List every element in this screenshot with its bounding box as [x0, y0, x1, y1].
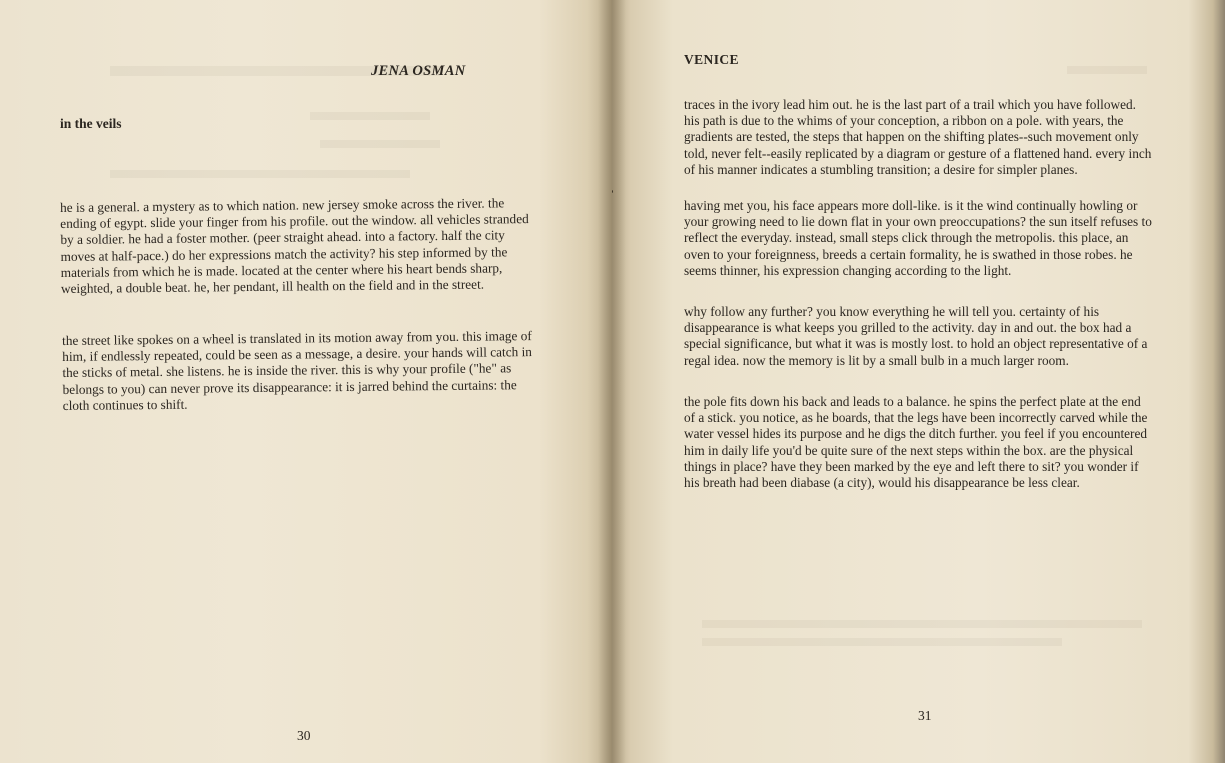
show-through-decoration: [110, 170, 410, 178]
page-number-right: 31: [918, 708, 932, 723]
right-paragraph-1: traces in the ivory lead him out. he is the last part of a trail which you have followed. his path is due to the whims of your conception, a ribbon on a pole. with years, the gradients are tested, the steps that happen on the shifting plates--such movement only told, never felt--easily replicated by a diagram or gesture of a flattened hand. every inch of his manner indicates a stumbling transition; a desire for simpler planes.: [684, 97, 1152, 177]
left-paragraph-1: he is a general. a mystery as to which nation. new jersey smoke across the river. the ending of egypt. slide your finger from his profile. out the window. all vehicles stranded by a soldier. he had a foster mother. (peer straight ahead. into a factory. half the city moves at half-pace.) do her expressions match the activity? his step informed by the materials from which he is made. located at the center where his heart bends sharp, weighted, a double beat. he, her pendant, ill health on the field and in the street.: [60, 195, 529, 297]
page-number-left: 30: [297, 728, 311, 743]
right-paragraph-4: the pole fits down his back and leads to a balance. he spins the perfect plate at the end of a stick. you notice, as he boards, that the legs have been incorrectly carved while the water vessel hides its purpose and he digs the ditch further. you feel if you encountered him in daily life you'd be quite sure of the next steps within the box. are the physical things in place? have they been marked by the eye and left there to sit? you wonder if his breath had been diabase (a city), would his disappearance be less clear.: [684, 394, 1148, 491]
margin-mark: [612, 190, 613, 193]
left-paragraph-2: the street like spokes on a wheel is translated in its motion away from you. this image of him, if endlessly repeated, could be seen as a message, a desire. your hands will catch in the sticks of metal. she listens. he is inside the river. this is why your profile ("he" as belongs to you) can never prove its disappearance: it is jarred behind the curtains: the cloth continues to shift.: [62, 328, 532, 413]
show-through-decoration: [1067, 66, 1147, 74]
right-paragraph-2: having met you, his face appears more doll-like. is it the wind continually howling or your growing need to lie down flat in your own preoccupations? the sun itself refuses to reflect the everyday. instead, small steps click through the metropolis. this place, an oven to your foreignness, breeds a certain formality, he is swathed in those robes. he seems thinner, his expression changing according to the light.: [684, 198, 1152, 278]
show-through-decoration: [702, 638, 1062, 646]
poem-title: in the veils: [60, 116, 122, 131]
show-through-decoration: [310, 112, 430, 120]
section-title: VENICE: [684, 52, 739, 67]
show-through-decoration: [702, 620, 1142, 628]
left-page: [0, 0, 612, 763]
show-through-decoration: [320, 140, 440, 148]
right-page: [612, 0, 1225, 763]
right-paragraph-3: why follow any further? you know everything he will tell you. certainty of his disappearance is what keeps you grilled to the activity. day in and out. the box had a special significance, but what it was is mostly lost. to hold an object representative of a regal idea. now the memory is lit by a small bulb in a much larger room.: [684, 304, 1148, 368]
author-name: JENA OSMAN: [371, 63, 466, 79]
